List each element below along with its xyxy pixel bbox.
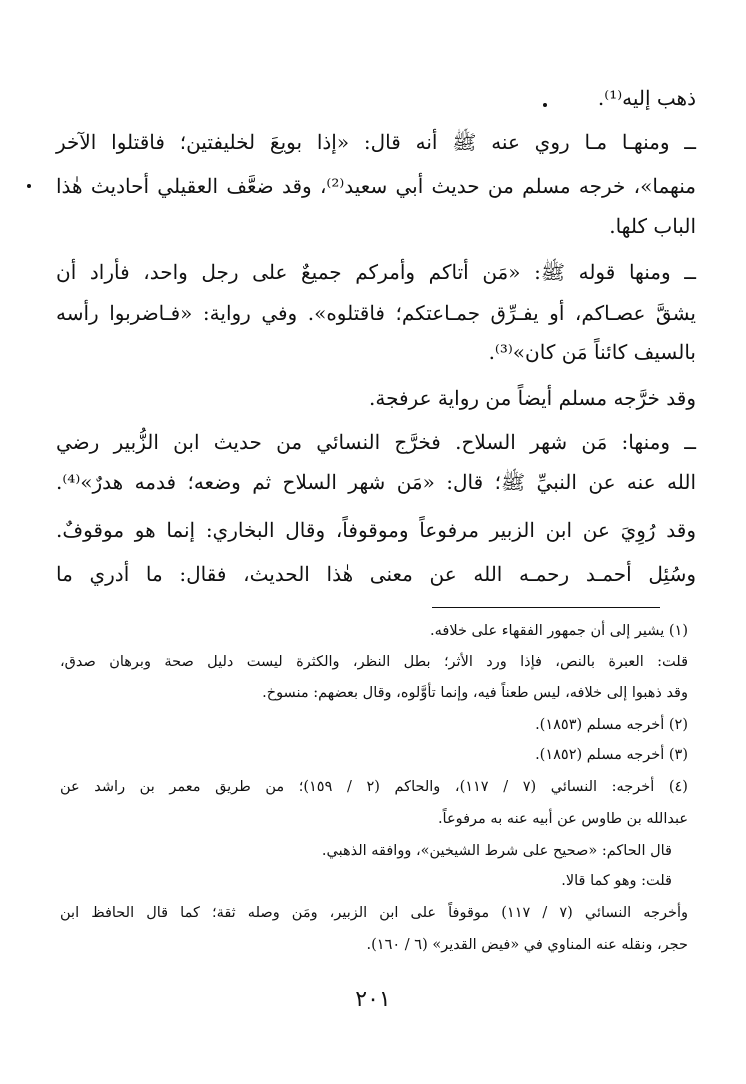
footnote-line-3: وقد ذهبوا إلى خلافه، ليس طعناً فيه، وإنما تأوَّلوه، وقال بعضهم: منسوخ. [262, 685, 688, 701]
footnote-line-2: قلت: العبرة بالنص، فإذا ورد الأثر؛ بطل النظر، والكثرة ليست دليل صحة وبرهان صدق، [60, 654, 688, 670]
body-line-4: الباب كلها. [609, 214, 696, 238]
footnote-separator [432, 607, 660, 608]
footnote-line-11: حجر، ونقله عنه المناوي في «فيض القدير» (٦ / ١٦٠). [366, 937, 688, 953]
footnote-line-7: عبدالله بن طاوس عن أبيه عنه به مرفوعاً. [437, 811, 688, 827]
footnote-line-9: قلت: وهو كما قالا. [561, 873, 672, 889]
footnote-line-6: (٤) أخرجه: النسائي (٧ / ١١٧)، والحاكم (٢ / ١٥٩)؛ من طريق معمر بن راشد عن [60, 779, 688, 795]
body-line-5: ــ ومنها قوله ﷺ: «مَن أتاكم وأمركم جميعٌ على رجل واحد، فأراد أن [56, 260, 696, 284]
body-line-9: ــ ومنها: مَن شهر السلاح. فخرَّج النسائي من حديث ابن الزُّبير رضي [56, 430, 696, 454]
body-line-11: وقد رُوِيَ عن ابن الزبير مرفوعاً وموقوفاً، وقال البخاري: إنما هو موقوفٌ. [56, 518, 696, 542]
body-line-2: ــ ومنهـا مـا روي عنه ﷺ أنه قال: «إذا بويعَ لخليفتين؛ فاقتلوا الآخر [56, 130, 696, 154]
footnote-line-1: (١) يشير إلى أن جمهور الفقهاء على خلافه. [430, 623, 688, 639]
body-line-12: وسُئِل أحمـد رحمـه الله عن معنى هٰذا الحديث، فقال: ما أدري ما [56, 562, 696, 586]
footnote-line-4: (٢) أخرجه مسلم (١٨٥٣). [535, 717, 688, 733]
body-line-1: ذهب إليه⁽¹⁾. [597, 86, 696, 110]
footnote-line-10: وأخرجه النسائي (٧ / ١١٧) موقوفاً على ابن الزبير، ومَن وصله ثقة؛ كما قال الحافظ ابن [60, 905, 689, 921]
footnote-line-8: قال الحاكم: «صحيح على شرط الشيخين»، ووافقه الذهبي. [321, 843, 672, 859]
body-line-3: منهما»، خرجه مسلم من حديث أبي سعيد⁽²⁾، وقد ضعَّف العقيلي أحاديث هٰذا [56, 174, 696, 198]
page-number: ٢٠١ [355, 987, 391, 1012]
footnote-line-5: (٣) أخرجه مسلم (١٨٥٢). [535, 747, 688, 763]
stray-mark [543, 103, 547, 107]
body-line-10: الله عنه عن النبيِّ ﷺ؛ قال: «مَن شهر السلاح ثم وضعه؛ فدمه هدرٌ»⁽⁴⁾. [56, 470, 696, 494]
body-line-7: بالسيف كائناً مَن كان»⁽³⁾. [488, 340, 696, 364]
body-line-6: يشقَّ عصـاكم، أو يفـرِّق جمـاعتكم؛ فاقتلوه». وفي رواية: «فـاضربوا رأسه [56, 301, 696, 325]
body-line-8: وقد خرَّجه مسلم أيضاً من رواية عرفجة. [368, 386, 696, 410]
stray-mark [27, 184, 31, 188]
